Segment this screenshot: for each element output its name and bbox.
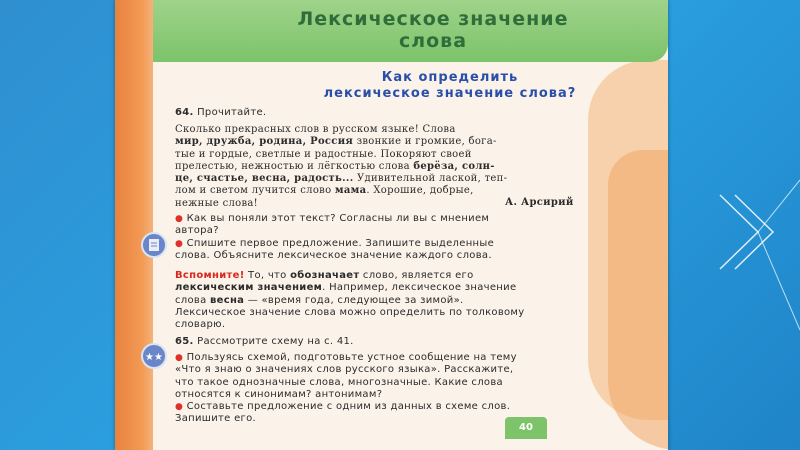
- page-title-line1: Лексическое значение: [297, 8, 569, 30]
- task-line: ● Пользуясь схемой, подготовьте устное сообщение на тему: [175, 352, 517, 363]
- remember-box: [175, 270, 655, 331]
- quote-author: А. Арсирий: [505, 197, 574, 208]
- exercise-64-questions: [175, 213, 655, 262]
- question-line: ● Спишите первое предложение. Запишите выделенные: [175, 237, 495, 249]
- remember-label: Вспомните!: [175, 270, 245, 281]
- exercise-65-number: 65.: [175, 336, 194, 347]
- task-line: ● Составьте предложение с одним из данных в схеме слов.: [175, 401, 511, 413]
- section-question-line2: лексическое значение слова?: [323, 86, 577, 101]
- remember-line: Лексическое значение слова можно определить по толковому: [175, 306, 525, 318]
- text-line: тые и гордые, светлые и радостные. Покоряют своей: [175, 148, 472, 160]
- task-line: что такое однозначные слова, многозначные. Какие слова: [175, 376, 503, 388]
- remember-line: лексическим значением. Например, лексическое значение: [175, 282, 517, 294]
- task-line: относятся к синонимам? антонимам?: [175, 388, 383, 400]
- section-question: [230, 70, 670, 102]
- page-left-border: [115, 0, 153, 450]
- question-line: ● Как вы поняли этот текст? Согласны ли вы с мнением: [175, 213, 490, 224]
- exercise-64-instruction: Прочитайте.: [197, 107, 267, 118]
- question-line: слова. Объясните лексическое значение каждого слова.: [175, 249, 492, 261]
- svg-text:★★: ★★: [145, 352, 163, 363]
- exercise-64-number: 64.: [175, 107, 194, 118]
- exercise-64-heading: [175, 107, 655, 119]
- text-line: мир, дружба, родина, Россия звонкие и громкие, бога-: [175, 136, 497, 148]
- text-line: прелестью, нежностью и лёгкостью слова берёза, солн-: [175, 160, 495, 172]
- page-title-line2: слова: [398, 30, 468, 52]
- exercise-65-tasks: [175, 352, 655, 426]
- remember-line: слова весна — «время года, следующее за зимой».: [175, 294, 464, 306]
- exercise-65-instruction: Рассмотрите схему на с. 41.: [197, 336, 354, 347]
- text-line: це, счастье, весна, радость... Удивительной лаской, теп-: [175, 173, 508, 185]
- chevron-decoration: [680, 0, 800, 450]
- task-line: «Что я знаю о значениях слов русского языка». Расскажите,: [175, 364, 514, 376]
- writing-task-icon: [141, 232, 167, 258]
- exercise-65-heading: [175, 336, 655, 348]
- page-header: [153, 0, 668, 62]
- section-question-line1: Как определить: [381, 70, 519, 85]
- page-title: [233, 8, 633, 52]
- task-line: Запишите его.: [175, 413, 256, 425]
- question-line: автора?: [175, 225, 219, 237]
- text-line: лом и светом лучится слово мама. Хорошие, добрые,: [175, 185, 474, 197]
- text-line: нежные слова!: [175, 197, 258, 209]
- remember-line: Вспомните! То, что обозначает слово, является его: [175, 270, 474, 281]
- page-number: 40: [505, 417, 547, 439]
- remember-line: словарю.: [175, 319, 226, 331]
- stars-task-icon: [141, 343, 167, 369]
- text-line: Сколько прекрасных слов в русском языке! Слова: [175, 124, 456, 135]
